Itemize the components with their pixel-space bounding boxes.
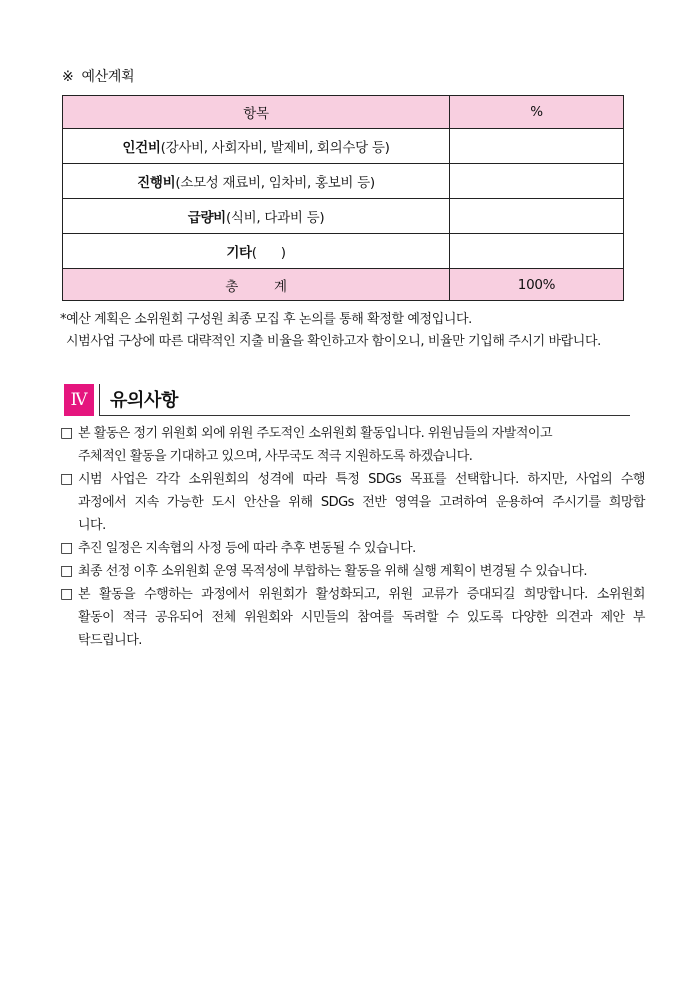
- total-label: [63, 269, 450, 301]
- item-line: 시범 사업은 각각 소위원회의 성격에 따라 특정 SDGs 목표를 선택합니다. 하지만, 사업의 수행: [78, 472, 645, 487]
- reference-mark: ※: [62, 69, 74, 85]
- total-label-a: 총: [225, 278, 238, 295]
- row-category: 인건비: [122, 140, 161, 156]
- checkbox-icon: □: [60, 471, 73, 487]
- item-line: 탁드립니다.: [78, 633, 142, 648]
- note-line-2: 시범사업 구상에 따른 대략적인 지출 비율을 확인하고자 함이오니, 비율만 기입해 주시기 바랍니다.: [66, 334, 601, 349]
- total-percent: 100%: [450, 269, 624, 301]
- list-item: [60, 468, 645, 537]
- budget-title: 예산계획: [81, 69, 135, 85]
- budget-row-label: [63, 164, 450, 199]
- budget-header-row: [63, 96, 624, 129]
- budget-row-percent-cell[interactable]: [450, 164, 624, 199]
- row-detail: (소모성 재료비, 임차비, 홍보비 등): [175, 175, 375, 191]
- item-line: 주체적인 활동을 기대하고 있으며, 사무국도 적극 지원하도록 하겠습니다.: [78, 449, 473, 464]
- list-item-text: [78, 422, 645, 468]
- budget-row-percent-cell[interactable]: [450, 199, 624, 234]
- item-line: 과정에서 지속 가능한 도시 안산을 위해 SDGs 전반 영역을 고려하여 운용하여 주시기를 희망합: [78, 495, 645, 510]
- section-number-badge: Ⅳ: [64, 384, 94, 416]
- list-item: [60, 537, 645, 560]
- section-heading: [64, 384, 630, 416]
- budget-row: [63, 164, 624, 199]
- checkbox-icon: □: [60, 586, 73, 602]
- budget-row: [63, 199, 624, 234]
- list-item-text: [78, 583, 645, 652]
- list-item: [60, 583, 645, 652]
- budget-row: [63, 129, 624, 164]
- budget-note: [60, 309, 650, 353]
- list-item-text: [78, 537, 645, 560]
- row-category: 급량비: [187, 210, 226, 226]
- budget-table: [62, 95, 624, 301]
- note-line-1: *예산 계획은 소위원회 구성원 최종 모집 후 논의를 통해 확정할 예정입니다.: [60, 312, 472, 327]
- checkbox-icon: □: [60, 563, 73, 579]
- item-line: 본 활동은 정기 위원회 외에 위원 주도적인 소위원회 활동입니다. 위원님들의 자발적이고: [78, 426, 553, 441]
- section-divider: [99, 384, 100, 416]
- list-item-text: [78, 560, 645, 583]
- list-item-text: [78, 468, 645, 537]
- budget-row-label: [63, 234, 450, 269]
- row-detail: ( ): [251, 245, 286, 261]
- list-item: [60, 560, 645, 583]
- item-line: 니다.: [78, 518, 106, 533]
- budget-row-percent-cell[interactable]: [450, 129, 624, 164]
- header-percent: %: [450, 96, 624, 129]
- row-category: 진행비: [137, 175, 176, 191]
- item-line: 활동이 적극 공유되어 전체 위원회와 시민들의 참여를 독려할 수 있도록 다양한 의견과 제안 부: [78, 610, 645, 625]
- item-line: 본 활동을 수행하는 과정에서 위원회가 활성화되고, 위원 교류가 증대되길 희망합니다. 소위원회: [78, 587, 645, 602]
- list-item: [60, 422, 645, 468]
- checkbox-icon: □: [60, 540, 73, 556]
- notice-list: [60, 422, 645, 652]
- total-label-b: 계: [274, 278, 287, 295]
- budget-row-percent-cell[interactable]: [450, 234, 624, 269]
- row-detail: (식비, 다과비 등): [225, 210, 325, 226]
- section-underline: [99, 415, 630, 416]
- item-line: 추진 일정은 지속협의 사정 등에 따라 추후 변동될 수 있습니다.: [78, 541, 416, 556]
- budget-row: [63, 234, 624, 269]
- budget-row-label: [63, 199, 450, 234]
- item-line: 최종 선정 이후 소위원회 운영 목적성에 부합하는 활동을 위해 실행 계획이 변경될 수 있습니다.: [78, 564, 588, 579]
- budget-total-row: [63, 269, 624, 301]
- budget-heading: [62, 66, 134, 86]
- header-item: 항목: [63, 96, 450, 129]
- checkbox-icon: □: [60, 425, 73, 441]
- budget-row-label: [63, 129, 450, 164]
- section-title: 유의사항: [110, 390, 178, 411]
- row-category: 기타: [226, 245, 252, 261]
- row-detail: (강사비, 사회자비, 발제비, 회의수당 등): [160, 140, 390, 156]
